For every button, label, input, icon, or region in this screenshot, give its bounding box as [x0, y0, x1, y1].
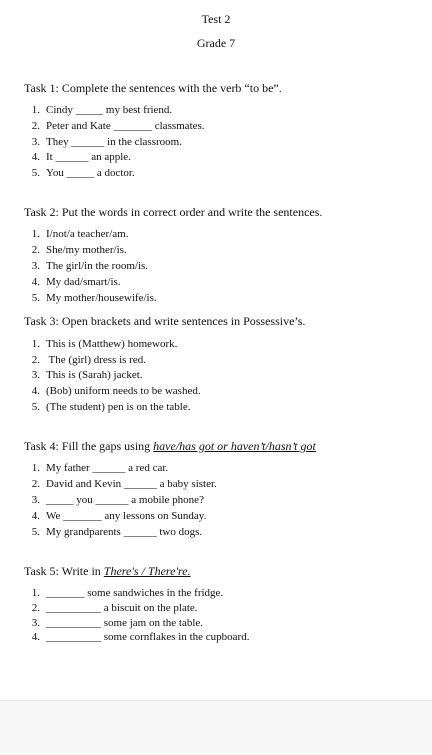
task3-item: 2. The (girl) dress is red. — [31, 354, 146, 366]
task3-title: Task 3: Open brackets and write sentences in Possessive’s. — [24, 314, 306, 328]
task5-title: Task 5: Write in There's / There're. — [24, 564, 191, 578]
task2-item: 2. She/my mother/is. — [31, 244, 127, 256]
task1-title: Task 1: Complete the sentences with the verb “to be”. — [24, 81, 282, 95]
task1-item: 4. It ______ an apple. — [31, 151, 131, 163]
task5-item: 3. __________ some jam on the table. — [31, 617, 204, 629]
task1-item: 3. They ______ in the classroom. — [31, 136, 182, 148]
task4-title: Task 4: Fill the gaps using have/has got or haven’t/hasn’t got — [24, 439, 316, 453]
task5-item: 1. _______ some sandwiches in the fridge. — [31, 587, 224, 599]
task2-item: 1. I/not/a teacher/am. — [31, 228, 129, 240]
test-title: Test 2 — [201, 12, 231, 26]
task5-item: 4. __________ some cornflakes in the cupboard. — [31, 631, 250, 643]
task4-item: 3. _____ you ______ a mobile phone? — [31, 494, 204, 506]
task2-item: 4. My dad/smart/is. — [31, 276, 121, 288]
task2-title: Task 2: Put the words in correct order and write the sentences. — [24, 205, 323, 219]
task1-item: 2. Peter and Kate _______ classmates. — [31, 120, 205, 132]
task1-item: 1. Cindy _____ my best friend. — [31, 104, 173, 116]
task3-item: 1. This is (Matthew) homework. — [31, 338, 178, 350]
task4-item: 4. We _______ any lessons on Sunday. — [31, 510, 207, 522]
grade-title: Grade 7 — [196, 36, 236, 50]
task4-item: 5. My grandparents ______ two dogs. — [31, 526, 203, 538]
task2-item: 3. The girl/in the room/is. — [31, 260, 149, 272]
task2-item: 5. My mother/housewife/is. — [31, 292, 157, 304]
task4-item: 2. David and Kevin ______ a baby sister. — [31, 478, 217, 490]
task3-item: 4. (Bob) uniform needs to be washed. — [31, 385, 201, 397]
task3-item: 3. This is (Sarah) jacket. — [31, 369, 143, 381]
task4-item: 1. My father ______ a red car. — [31, 462, 169, 474]
task5-item: 2. __________ a biscuit on the plate. — [31, 602, 198, 614]
task3-item: 5. (The student) pen is on the table. — [31, 401, 191, 413]
page-bottom-margin — [0, 700, 432, 755]
task1-item: 5. You _____ a doctor. — [31, 167, 135, 179]
